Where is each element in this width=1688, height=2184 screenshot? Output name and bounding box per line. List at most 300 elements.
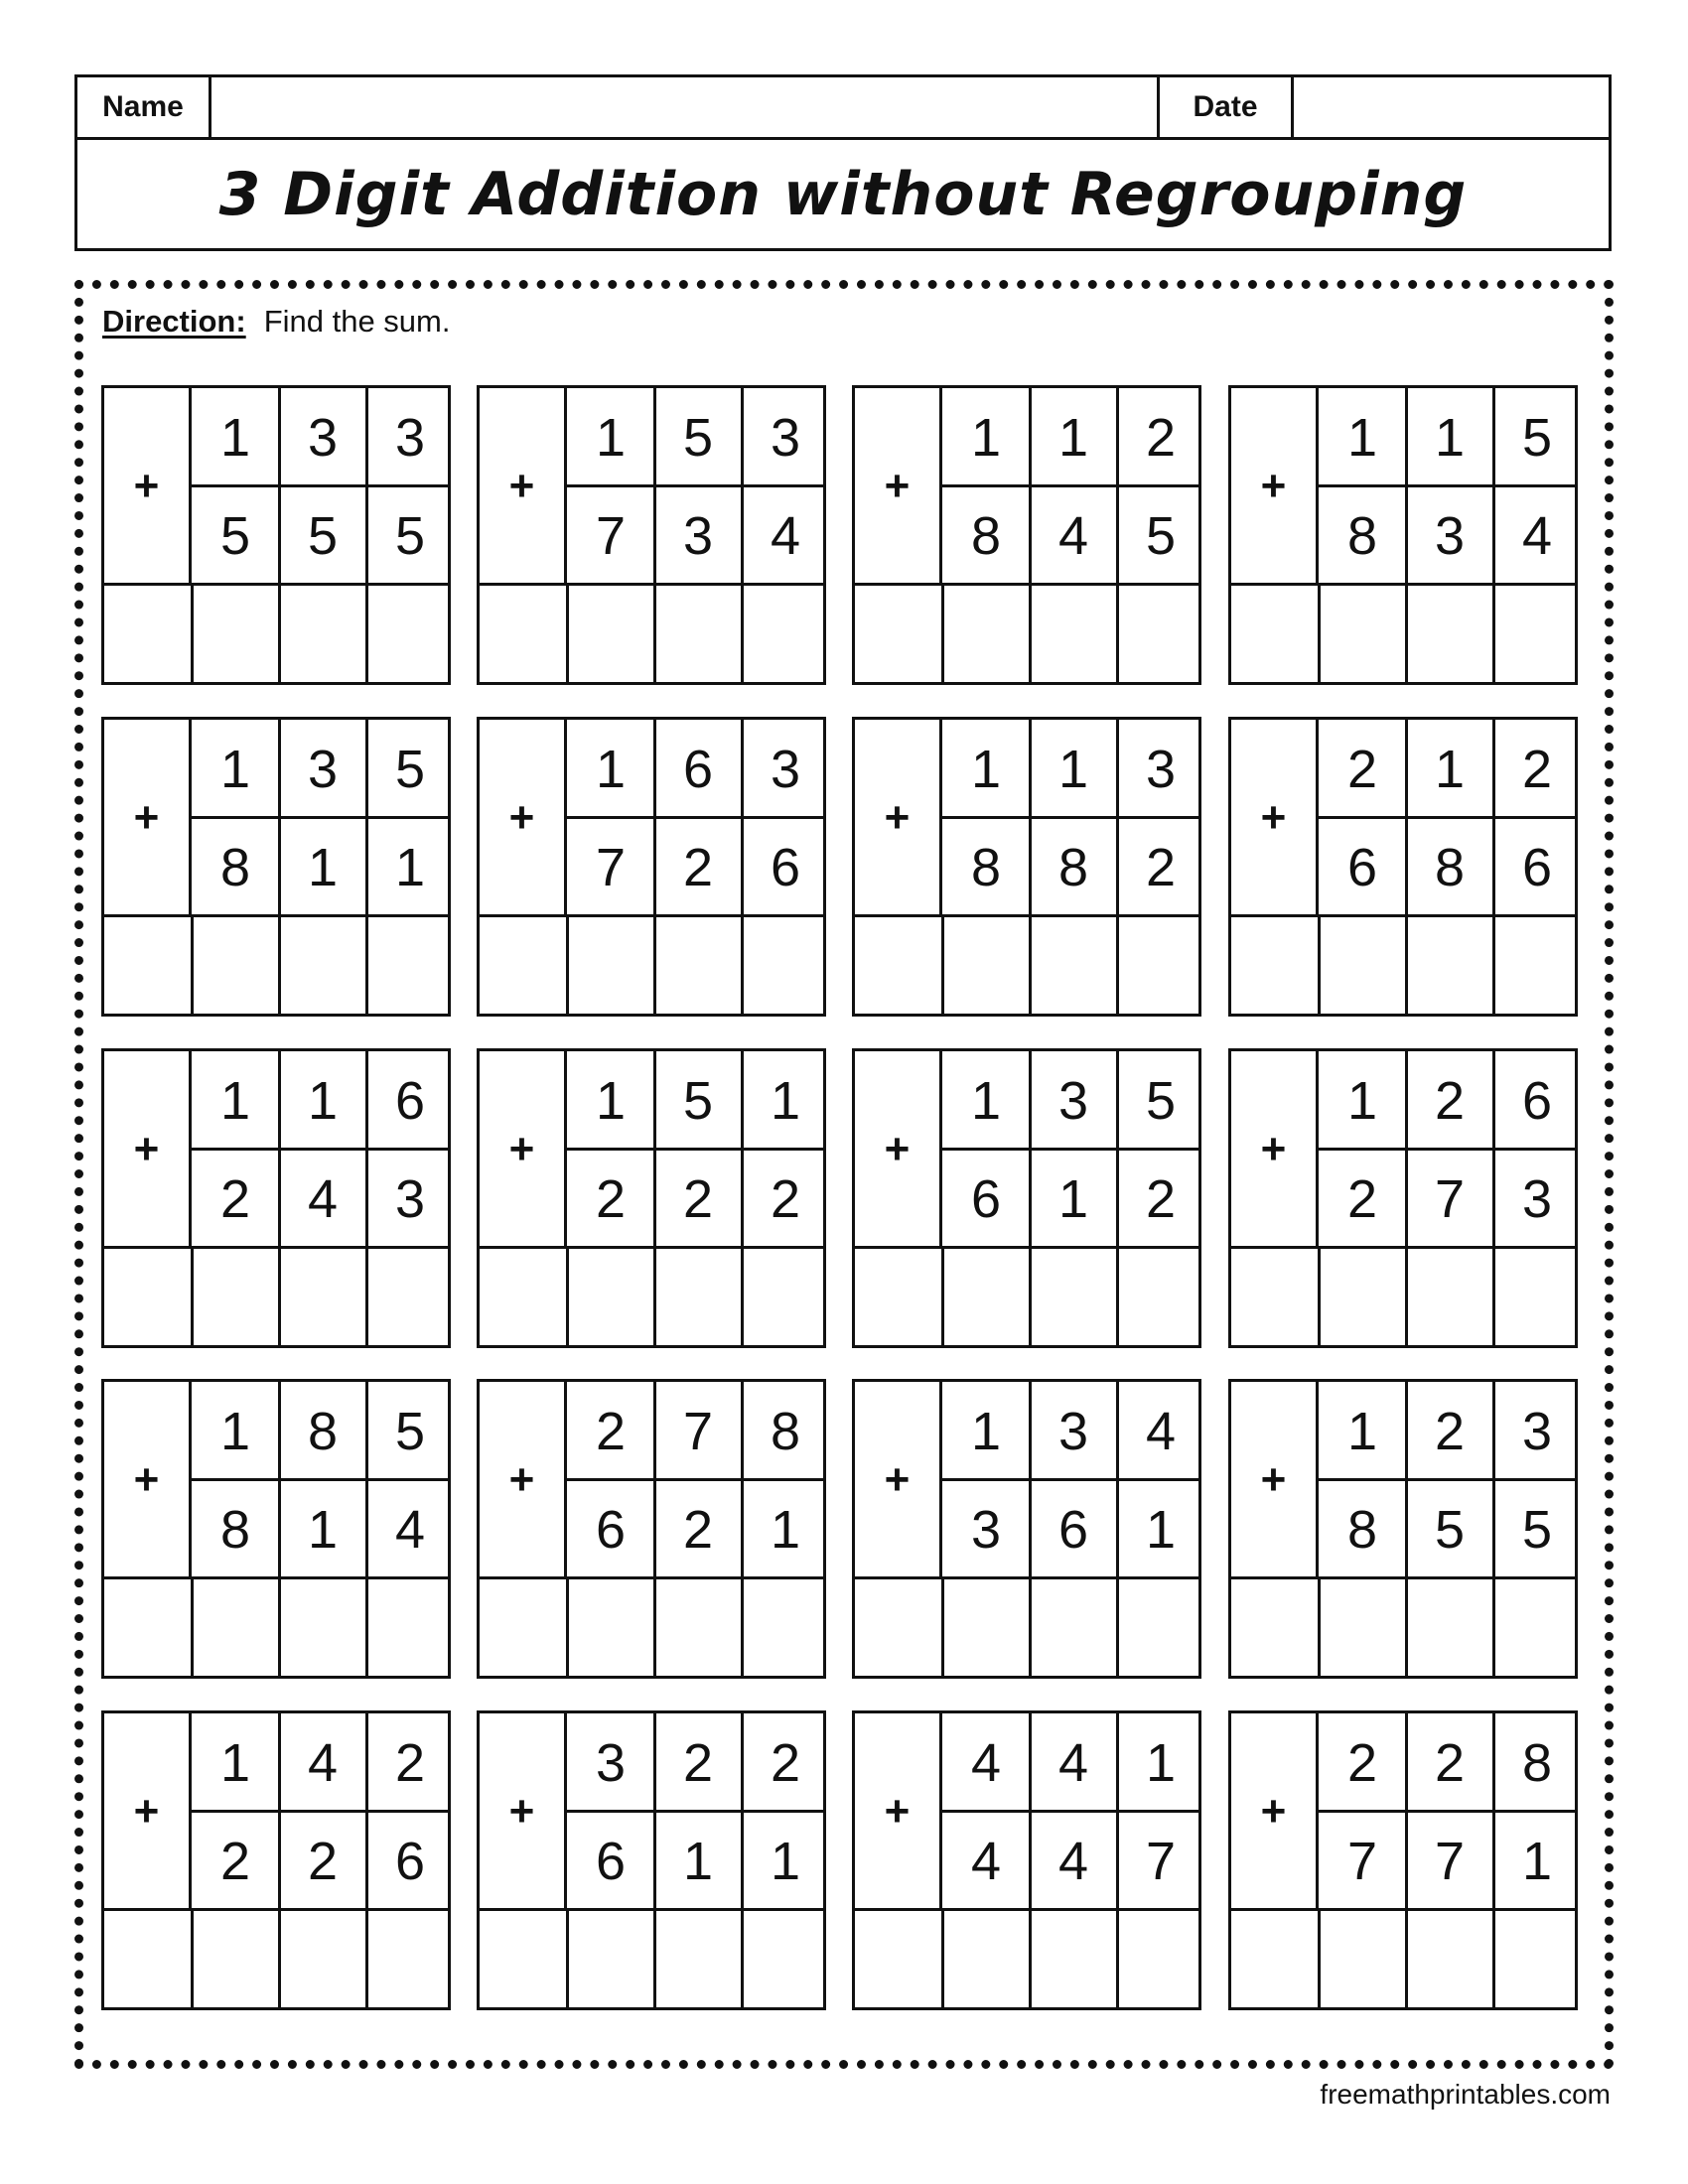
addend-bottom-digit: 6	[595, 1831, 627, 1891]
addend-top-digit: 1	[595, 1070, 627, 1131]
addend-bottom-digit: 8	[1346, 1499, 1378, 1560]
answer-cell[interactable]	[1030, 585, 1117, 683]
addend-bottom-digit: 8	[1346, 505, 1378, 566]
addend-top-digit: 5	[394, 1401, 426, 1461]
grid-line	[941, 1248, 944, 1345]
grid-line	[567, 1478, 823, 1481]
addend-top-digit: 5	[394, 739, 426, 799]
grid-line	[567, 1148, 823, 1151]
grid-line	[1116, 1382, 1119, 1676]
addend-bottom-digit: 1	[770, 1831, 801, 1891]
grid-line	[1029, 388, 1032, 682]
answer-cell[interactable]	[192, 585, 279, 683]
grid-line	[942, 1810, 1198, 1813]
grid-line	[941, 1578, 944, 1676]
grid-line	[1405, 388, 1408, 682]
answer-cell[interactable]	[942, 916, 1030, 1015]
grid-line	[191, 585, 194, 682]
addend-top-digit: 1	[307, 1070, 339, 1131]
name-field[interactable]	[211, 77, 1160, 137]
addend-top-digit: 3	[394, 407, 426, 468]
answer-cell[interactable]	[1319, 1248, 1406, 1346]
grid-line	[942, 484, 1198, 487]
grid-line	[741, 1051, 744, 1345]
grid-line	[653, 388, 656, 682]
answer-cell[interactable]	[1319, 1578, 1406, 1677]
grid-line	[567, 816, 823, 819]
name-label: Name	[77, 77, 211, 137]
grid-line	[1405, 1713, 1408, 2007]
grid-line	[191, 1248, 194, 1345]
answer-cell[interactable]	[1231, 1578, 1319, 1677]
addition-problem	[852, 1710, 1201, 2010]
addition-problem	[477, 1710, 826, 2010]
answer-cell[interactable]	[855, 916, 942, 1015]
addend-top-digit: 3	[1145, 739, 1177, 799]
addend-bottom-digit: 1	[1057, 1168, 1089, 1229]
answer-cell[interactable]	[1493, 916, 1581, 1015]
addend-top-digit: 4	[1145, 1401, 1177, 1461]
addend-bottom-digit: 3	[1434, 505, 1466, 566]
plus-sign: +	[855, 1382, 942, 1578]
answer-cell[interactable]	[366, 1910, 454, 2008]
answer-cell[interactable]	[1117, 1578, 1204, 1677]
addend-bottom-digit: 7	[1145, 1831, 1177, 1891]
addend-top-digit: 6	[394, 1070, 426, 1131]
answer-cell[interactable]	[279, 585, 366, 683]
plus-sign: +	[855, 720, 942, 916]
addend-bottom-digit: 7	[1346, 1831, 1378, 1891]
grid-line	[1318, 1910, 1321, 2007]
answer-cell[interactable]	[104, 1248, 192, 1346]
answer-cell[interactable]	[192, 1910, 279, 2008]
answer-cell[interactable]	[1493, 585, 1581, 683]
addend-top-digit: 3	[595, 1732, 627, 1793]
addend-top-digit: 2	[394, 1732, 426, 1793]
answer-cell[interactable]	[1406, 1578, 1493, 1677]
addend-top-digit: 2	[595, 1401, 627, 1461]
grid-line	[1492, 1713, 1495, 2007]
addend-top-digit: 3	[1057, 1070, 1089, 1131]
plus-sign: +	[1231, 388, 1319, 585]
addend-bottom-digit: 1	[770, 1499, 801, 1560]
grid-line	[566, 1578, 569, 1676]
addend-top-digit: 1	[219, 407, 251, 468]
grid-line	[1318, 1578, 1321, 1676]
addition-problem	[1228, 1048, 1578, 1348]
grid-line	[480, 583, 823, 586]
grid-line	[1405, 1382, 1408, 1676]
addend-bottom-digit: 4	[770, 505, 801, 566]
grid-line	[365, 1713, 368, 2007]
grid-line	[567, 484, 823, 487]
plus-sign: +	[104, 1382, 192, 1578]
answer-cell[interactable]	[1319, 1910, 1406, 2008]
addend-bottom-digit: 2	[1346, 1168, 1378, 1229]
addend-bottom-digit: 2	[682, 1499, 714, 1560]
grid-line	[653, 1713, 656, 2007]
addend-bottom-digit: 1	[307, 1499, 339, 1560]
grid-line	[1318, 916, 1321, 1014]
grid-line	[278, 1382, 281, 1676]
plus-sign: +	[1231, 1713, 1319, 1910]
worksheet-title: 3 Digit Addition without Regrouping	[218, 159, 1468, 229]
addend-bottom-digit: 5	[1521, 1499, 1553, 1560]
addend-top-digit: 1	[770, 1070, 801, 1131]
grid-line	[566, 916, 569, 1014]
grid-line	[1116, 388, 1119, 682]
header-box	[74, 74, 1612, 251]
answer-cell[interactable]	[1030, 1578, 1117, 1677]
grid-line	[855, 1576, 1198, 1579]
grid-line	[192, 1148, 448, 1151]
grid-line	[104, 1908, 448, 1911]
grid-line	[942, 1148, 1198, 1151]
addend-top-digit: 8	[770, 1401, 801, 1461]
addend-bottom-digit: 7	[595, 505, 627, 566]
addend-top-digit: 3	[1057, 1401, 1089, 1461]
addend-top-digit: 5	[1521, 407, 1553, 468]
answer-cell[interactable]	[654, 585, 742, 683]
addend-top-digit: 2	[1521, 739, 1553, 799]
direction	[102, 304, 451, 340]
answer-cell[interactable]	[1319, 585, 1406, 683]
grid-line	[1318, 1248, 1321, 1345]
answer-cell[interactable]	[1231, 585, 1319, 683]
addition-problem	[477, 1048, 826, 1348]
answer-cell[interactable]	[855, 1248, 942, 1346]
grid-line	[1318, 585, 1321, 682]
addend-bottom-digit: 3	[682, 505, 714, 566]
grid-line	[566, 1248, 569, 1345]
addend-top-digit: 1	[219, 1732, 251, 1793]
addend-bottom-digit: 8	[970, 837, 1002, 897]
grid-line	[855, 914, 1198, 917]
addend-top-digit: 2	[1434, 1070, 1466, 1131]
addend-bottom-digit: 4	[1057, 1831, 1089, 1891]
grid-line	[278, 388, 281, 682]
answer-cell[interactable]	[104, 1910, 192, 2008]
answer-cell[interactable]	[567, 1578, 654, 1677]
addend-top-digit: 5	[682, 1070, 714, 1131]
answer-cell[interactable]	[654, 1910, 742, 2008]
grid-line	[192, 1478, 448, 1481]
grid-line	[365, 1051, 368, 1345]
date-field[interactable]	[1294, 77, 1609, 137]
addend-bottom-digit: 4	[307, 1168, 339, 1229]
answer-cell[interactable]	[1030, 1910, 1117, 2008]
grid-line	[1405, 720, 1408, 1014]
addend-top-digit: 1	[595, 739, 627, 799]
answer-cell[interactable]	[1319, 916, 1406, 1015]
grid-line	[1029, 1713, 1032, 2007]
addend-bottom-digit: 2	[682, 837, 714, 897]
answer-cell[interactable]	[942, 585, 1030, 683]
grid-line	[191, 1910, 194, 2007]
addend-bottom-digit: 6	[1057, 1499, 1089, 1560]
plus-sign: +	[480, 1382, 567, 1578]
answer-cell[interactable]	[279, 1578, 366, 1677]
answer-cell[interactable]	[654, 1578, 742, 1677]
addition-problem	[852, 1048, 1201, 1348]
addend-top-digit: 1	[1145, 1732, 1177, 1793]
plus-sign: +	[480, 388, 567, 585]
answer-cell[interactable]	[1493, 1248, 1581, 1346]
addend-top-digit: 2	[1145, 407, 1177, 468]
addend-top-digit: 3	[770, 407, 801, 468]
grid-line	[1492, 720, 1495, 1014]
grid-line	[365, 1382, 368, 1676]
grid-line	[1492, 1051, 1495, 1345]
addend-top-digit: 4	[970, 1732, 1002, 1793]
answer-cell[interactable]	[942, 1578, 1030, 1677]
grid-line	[1319, 1478, 1575, 1481]
answer-cell[interactable]	[742, 585, 829, 683]
grid-line	[567, 1810, 823, 1813]
addition-problem	[852, 1379, 1201, 1679]
answer-cell[interactable]	[567, 585, 654, 683]
addend-top-digit: 1	[219, 1401, 251, 1461]
grid-line	[191, 1578, 194, 1676]
grid-line	[278, 720, 281, 1014]
answer-cell[interactable]	[279, 916, 366, 1015]
grid-line	[1231, 914, 1575, 917]
addition-problem	[852, 385, 1201, 685]
date-label: Date	[1160, 77, 1294, 137]
addition-problem	[1228, 717, 1578, 1017]
addend-top-digit: 1	[1346, 407, 1378, 468]
plus-sign: +	[104, 720, 192, 916]
grid-line	[1116, 720, 1119, 1014]
answer-cell[interactable]	[366, 1578, 454, 1677]
grid-line	[741, 1382, 744, 1676]
grid-line	[104, 1576, 448, 1579]
answer-cell[interactable]	[654, 1248, 742, 1346]
grid-line	[941, 585, 944, 682]
grid-line	[653, 1051, 656, 1345]
answer-cell[interactable]	[1117, 1910, 1204, 2008]
answer-cell[interactable]	[742, 1578, 829, 1677]
answer-cell[interactable]	[1406, 1910, 1493, 2008]
addend-bottom-digit: 8	[970, 505, 1002, 566]
grid-line	[192, 816, 448, 819]
answer-cell[interactable]	[855, 585, 942, 683]
grid-line	[1231, 583, 1575, 586]
addition-problem	[1228, 1379, 1578, 1679]
addend-top-digit: 5	[1145, 1070, 1177, 1131]
grid-line	[855, 583, 1198, 586]
addend-bottom-digit: 2	[219, 1168, 251, 1229]
addend-top-digit: 1	[219, 1070, 251, 1131]
answer-cell[interactable]	[855, 1578, 942, 1677]
addend-bottom-digit: 8	[219, 837, 251, 897]
addend-bottom-digit: 8	[1434, 837, 1466, 897]
addend-top-digit: 1	[1346, 1070, 1378, 1131]
addend-top-digit: 2	[770, 1732, 801, 1793]
addend-bottom-digit: 6	[1521, 837, 1553, 897]
answer-cell[interactable]	[1493, 1578, 1581, 1677]
addend-bottom-digit: 3	[970, 1499, 1002, 1560]
answer-cell[interactable]	[366, 585, 454, 683]
addend-bottom-digit: 1	[394, 837, 426, 897]
addend-top-digit: 3	[307, 407, 339, 468]
grid-line	[278, 1051, 281, 1345]
direction-text: Find the sum.	[263, 304, 451, 339]
answer-cell[interactable]	[480, 1578, 567, 1677]
answer-cell[interactable]	[654, 916, 742, 1015]
answer-cell[interactable]	[742, 1248, 829, 1346]
grid-line	[480, 1576, 823, 1579]
answer-cell[interactable]	[192, 1248, 279, 1346]
grid-line	[653, 720, 656, 1014]
answer-cell[interactable]	[1406, 1248, 1493, 1346]
answer-cell[interactable]	[192, 916, 279, 1015]
answer-cell[interactable]	[104, 1578, 192, 1677]
addend-top-digit: 6	[1521, 1070, 1553, 1131]
grid-line	[741, 388, 744, 682]
answer-cell[interactable]	[742, 916, 829, 1015]
addend-top-digit: 4	[1057, 1732, 1089, 1793]
addition-problem	[477, 385, 826, 685]
answer-cell[interactable]	[480, 1248, 567, 1346]
plus-sign: +	[1231, 720, 1319, 916]
answer-cell[interactable]	[192, 1578, 279, 1677]
addend-top-digit: 5	[682, 407, 714, 468]
addend-bottom-digit: 6	[394, 1831, 426, 1891]
addend-bottom-digit: 4	[394, 1499, 426, 1560]
answer-cell[interactable]	[567, 916, 654, 1015]
addend-bottom-digit: 6	[770, 837, 801, 897]
answer-cell[interactable]	[942, 1910, 1030, 2008]
answer-cell[interactable]	[855, 1910, 942, 2008]
addend-bottom-digit: 2	[1145, 837, 1177, 897]
answer-cell[interactable]	[1030, 916, 1117, 1015]
addition-problem	[101, 717, 451, 1017]
plus-sign: +	[855, 388, 942, 585]
plus-sign: +	[104, 1051, 192, 1248]
addend-bottom-digit: 2	[682, 1168, 714, 1229]
grid-line	[942, 1478, 1198, 1481]
answer-cell[interactable]	[279, 1248, 366, 1346]
answer-cell[interactable]	[1493, 1910, 1581, 2008]
addend-bottom-digit: 2	[1145, 1168, 1177, 1229]
addend-bottom-digit: 6	[595, 1499, 627, 1560]
answer-cell[interactable]	[567, 1248, 654, 1346]
grid-line	[1492, 1382, 1495, 1676]
name-date-row	[77, 77, 1609, 140]
addend-bottom-digit: 5	[1434, 1499, 1466, 1560]
plus-sign: +	[104, 388, 192, 585]
addend-bottom-digit: 3	[1521, 1168, 1553, 1229]
grid-line	[1405, 1051, 1408, 1345]
addend-bottom-digit: 8	[1057, 837, 1089, 897]
plus-sign: +	[480, 1051, 567, 1248]
addend-bottom-digit: 7	[1434, 1168, 1466, 1229]
grid-line	[104, 583, 448, 586]
addition-problem	[477, 1379, 826, 1679]
addend-top-digit: 4	[307, 1732, 339, 1793]
grid-line	[741, 1713, 744, 2007]
addend-top-digit: 1	[219, 739, 251, 799]
answer-cell[interactable]	[1117, 585, 1204, 683]
grid-line	[365, 720, 368, 1014]
answer-cell[interactable]	[480, 585, 567, 683]
addend-bottom-digit: 7	[1434, 1831, 1466, 1891]
addend-top-digit: 1	[1346, 1401, 1378, 1461]
answer-cell[interactable]	[1231, 1910, 1319, 2008]
addend-bottom-digit: 4	[1057, 505, 1089, 566]
addend-bottom-digit: 2	[219, 1831, 251, 1891]
answer-cell[interactable]	[1117, 916, 1204, 1015]
grid-line	[653, 1382, 656, 1676]
addend-top-digit: 2	[1434, 1401, 1466, 1461]
answer-cell[interactable]	[567, 1910, 654, 2008]
answer-cell[interactable]	[942, 1248, 1030, 1346]
addend-top-digit: 6	[682, 739, 714, 799]
grid-line	[566, 585, 569, 682]
grid-line	[278, 1713, 281, 2007]
grid-line	[1319, 1810, 1575, 1813]
addend-top-digit: 1	[970, 1070, 1002, 1131]
answer-cell[interactable]	[279, 1910, 366, 2008]
answer-cell[interactable]	[366, 1248, 454, 1346]
addend-bottom-digit: 2	[770, 1168, 801, 1229]
answer-cell[interactable]	[1406, 585, 1493, 683]
plus-sign: +	[1231, 1382, 1319, 1578]
addend-top-digit: 8	[307, 1401, 339, 1461]
addend-top-digit: 3	[307, 739, 339, 799]
addend-top-digit: 1	[1057, 407, 1089, 468]
addend-top-digit: 3	[1521, 1401, 1553, 1461]
addend-bottom-digit: 5	[219, 505, 251, 566]
grid-line	[1492, 388, 1495, 682]
grid-line	[104, 914, 448, 917]
answer-cell[interactable]	[104, 585, 192, 683]
answer-cell[interactable]	[1406, 916, 1493, 1015]
grid-line	[1231, 1576, 1575, 1579]
addend-top-digit: 1	[970, 739, 1002, 799]
answer-cell[interactable]	[480, 916, 567, 1015]
answer-cell[interactable]	[742, 1910, 829, 2008]
grid-line	[741, 720, 744, 1014]
answer-cell[interactable]	[1117, 1248, 1204, 1346]
grid-line	[1029, 1051, 1032, 1345]
addend-top-digit: 2	[682, 1732, 714, 1793]
addition-problem	[1228, 1710, 1578, 2010]
addend-bottom-digit: 5	[394, 505, 426, 566]
grid-line	[104, 1246, 448, 1249]
answer-cell[interactable]	[104, 916, 192, 1015]
plus-sign: +	[104, 1713, 192, 1910]
grid-line	[365, 388, 368, 682]
addend-bottom-digit: 1	[307, 837, 339, 897]
answer-cell[interactable]	[1030, 1248, 1117, 1346]
answer-cell[interactable]	[480, 1910, 567, 2008]
addition-problem	[101, 1710, 451, 2010]
answer-cell[interactable]	[1231, 1248, 1319, 1346]
addition-problem	[101, 385, 451, 685]
grid-line	[1029, 720, 1032, 1014]
answer-cell[interactable]	[1231, 916, 1319, 1015]
addend-top-digit: 1	[595, 407, 627, 468]
addend-top-digit: 2	[1346, 739, 1378, 799]
grid-line	[480, 914, 823, 917]
grid-line	[1231, 1908, 1575, 1911]
addend-bottom-digit: 2	[307, 1831, 339, 1891]
answer-cell[interactable]	[366, 916, 454, 1015]
plus-sign: +	[480, 1713, 567, 1910]
grid-line	[1319, 816, 1575, 819]
